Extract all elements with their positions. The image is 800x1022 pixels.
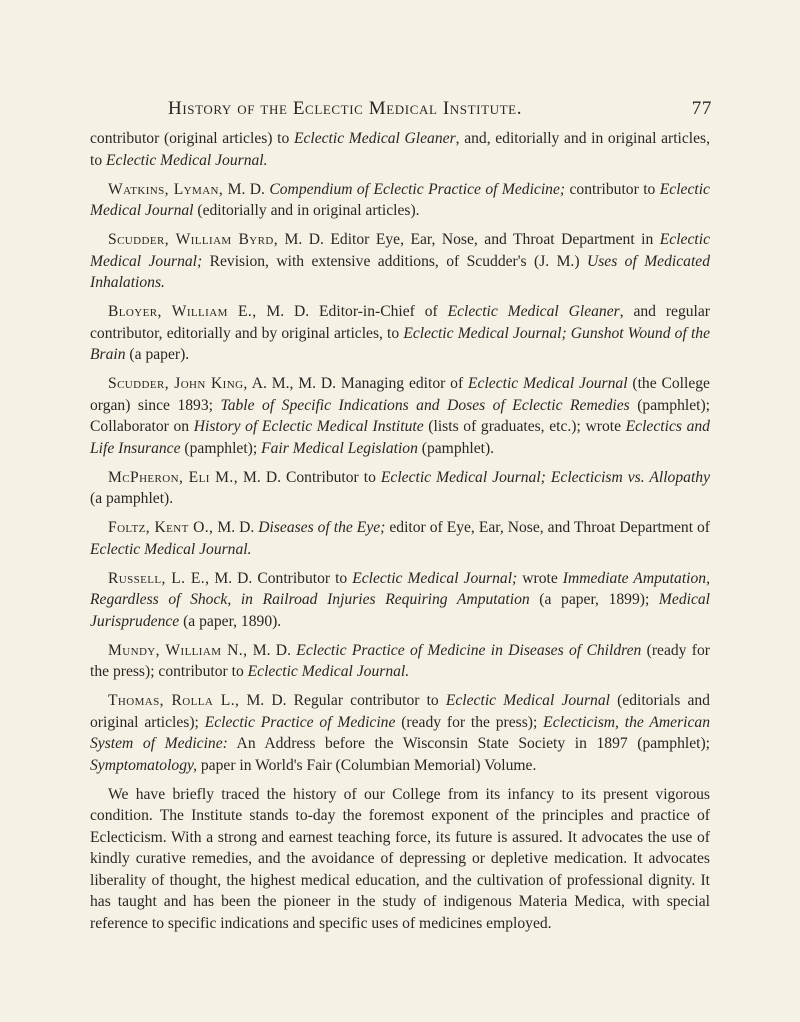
author-name: Scudder, John King, xyxy=(108,375,248,392)
work-title: Eclectic Medical Journal xyxy=(90,180,710,219)
entry-text: M. D. Contributor to xyxy=(238,468,381,486)
work-title: Compendium of Eclectic Practice of Medicine; xyxy=(269,180,566,198)
entry-text: wrote xyxy=(517,569,563,587)
running-header xyxy=(168,98,712,120)
work-title: Eclectic Medical Journal. xyxy=(90,540,252,558)
work-title: Eclectic Medical Journal. xyxy=(106,151,268,169)
work-title: History of Eclectic Medical Institute xyxy=(193,418,424,435)
entry-text: (a paper, 1890). xyxy=(179,612,282,630)
work-title: Immediate Amputation, Regardless of Shock, in Railroad Injuries Requiring Amputation xyxy=(90,569,710,608)
entry-text: (the College organ) since 1893; xyxy=(90,375,710,414)
bibliography-entries xyxy=(90,128,710,776)
entry-text: M. D. xyxy=(223,180,270,198)
entry-text: (a pamphlet). xyxy=(90,490,174,507)
work-title: Eclectic Medical Journal. xyxy=(247,663,410,680)
work-title: Eclectics and Life Insurance xyxy=(90,418,710,457)
entry-text: editor of Eye, Ear, Nose, and Throat Department of xyxy=(385,519,710,536)
entry-text: (editorially and in original articles). xyxy=(193,202,420,219)
bibliography-entry xyxy=(90,517,710,560)
work-title: Diseases of the Eye; xyxy=(258,519,386,536)
author-name: Foltz, Kent O., xyxy=(108,519,214,536)
entry-text: , and, editorially and in original articles, to xyxy=(90,130,711,169)
entry-text: M. D. Editor Eye, Ear, Nose, and Throat Department in xyxy=(278,231,660,248)
entry-text: Revision, with extensive additions, of Scudder's (J. M.) xyxy=(202,252,587,270)
work-title: Eclectic Practice of Medicine xyxy=(204,713,396,731)
work-title: Fair Medical Legislation xyxy=(261,439,418,457)
work-title: Eclectic Practice of Medicine in Diseases of Children xyxy=(296,641,642,659)
work-title: Eclectic Medical Gleaner xyxy=(293,130,456,147)
bibliography-entry xyxy=(90,690,710,776)
entry-text: (editorials and original articles); xyxy=(90,692,710,731)
author-name: Russell, L. E., xyxy=(108,569,210,587)
bibliography-entry xyxy=(90,568,710,633)
entry-text: M. D. xyxy=(213,519,259,536)
entry-text: (a paper). xyxy=(125,346,190,363)
work-title: Eclectic Medical Journal; xyxy=(352,569,518,587)
bibliography-entry xyxy=(90,301,710,366)
entry-text: (pamphlet); xyxy=(180,439,262,457)
entry-text: (pamphlet). xyxy=(417,439,495,457)
header-title: History of the Eclectic Medical Institute. xyxy=(168,98,523,119)
work-title: Eclectic Medical Journal xyxy=(445,692,610,709)
bibliography-entry xyxy=(90,128,710,171)
work-title: Eclecticism, the American System of Medicine: xyxy=(90,713,710,752)
bibliography-entry xyxy=(90,373,710,459)
entry-text: contributor (original articles) to xyxy=(90,130,294,147)
author-name: Bloyer, William E., xyxy=(108,303,257,320)
author-name: McPheron, Eli M., xyxy=(108,468,239,486)
entry-text: M. D. Contributor to xyxy=(209,569,353,587)
author-name: Mundy, William N., xyxy=(108,641,248,659)
entry-text: (pamphlet); Collaborator on xyxy=(90,396,710,435)
page-body xyxy=(90,128,710,934)
work-title: Uses of Medicated Inhalations. xyxy=(90,252,710,291)
entry-text: (lists of graduates, etc.); wrote xyxy=(423,418,626,435)
work-title: Eclectic Medical Journal; xyxy=(90,231,710,270)
entry-text: paper in World's Fair (Columbian Memorial) Volume. xyxy=(196,756,537,774)
entry-text: (ready for the press); contributor to xyxy=(90,641,710,680)
work-title: Medical Jurisprudence xyxy=(90,591,710,630)
entry-text: , and regular contributor, editorially and by original articles, to xyxy=(90,303,710,342)
author-name: Thomas, Rolla L., xyxy=(108,692,240,709)
entry-text: M. D. xyxy=(247,641,297,659)
work-title: Eclectic Medical Journal; Gunshot Wound of the Brain xyxy=(90,324,710,363)
work-title: Eclectic Medical Journal; Eclecticism vs. Allopathy xyxy=(380,468,710,486)
bibliography-entry xyxy=(90,467,710,510)
work-title: Eclectic Medical Gleaner xyxy=(447,303,620,320)
page-number: 77 xyxy=(691,98,712,119)
entry-text: contributor to xyxy=(565,180,660,198)
entry-text: M. D. Regular contributor to xyxy=(239,692,446,709)
entry-text: A. M., M. D. Managing editor of xyxy=(247,375,469,392)
entry-text: An Address before the Wisconsin State Society in 1897 (pamphlet); xyxy=(227,735,710,752)
bibliography-entry xyxy=(90,179,710,222)
work-title: Table of Specific Indications and Doses of Eclectic Remedies xyxy=(220,396,630,414)
entry-text: M. D. Editor-in-Chief of xyxy=(256,303,448,320)
author-name: Watkins, Lyman, xyxy=(108,180,224,198)
author-name: Scudder, William Byrd, xyxy=(108,231,279,248)
bibliography-entry xyxy=(90,640,710,683)
entry-text: (a paper, 1899); xyxy=(529,591,659,608)
entry-text: (ready for the press); xyxy=(395,713,544,731)
work-title: Eclectic Medical Journal xyxy=(468,375,628,392)
bibliography-entry xyxy=(90,229,710,294)
closing-paragraph: We have briefly traced the history of our College from its infancy to its present vigorous condition. The Institute stands to-day the foremost exponent of the principles and practice of Eclecticism. With a strong and earnest teaching force, its future is assured. It advocates the use of kindly curative remedies, and the avoidance of depressing or depletive medication. It advocates liberality of thought, the highest medical education, and the cultivation of professional dignity. It has taught and has been the pioneer in the study of indigenous Materia Medica, with special reference to specific indications and specific uses of medicines employed. xyxy=(90,785,710,932)
work-title: Symptomatology, xyxy=(90,756,197,774)
